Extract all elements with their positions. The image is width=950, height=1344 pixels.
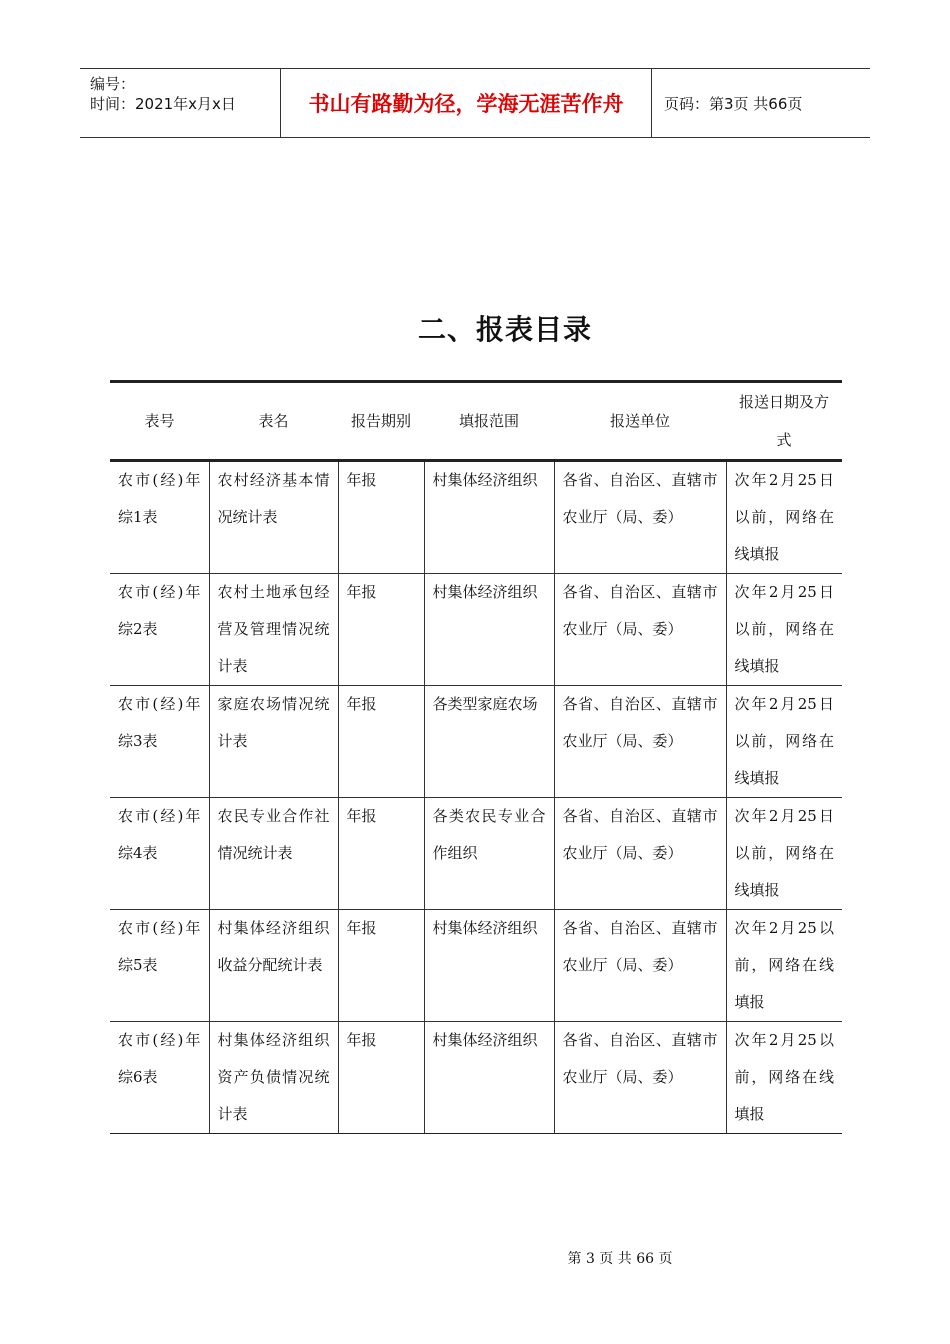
cell-name: 农村经济基本情况统计表 [209,461,338,574]
cell-name: 农民专业合作社情况统计表 [209,798,338,910]
table-row [110,1022,842,1134]
table-row [110,574,842,686]
cell-date: 次年2月25日以前，网络在线填报 [726,798,842,910]
doc-number: 编号： [90,75,136,93]
col-period: 报告期别 [338,382,424,461]
cell-scope: 各类型家庭农场 [424,686,554,798]
header-page-info: 页码：第3页 共66页 [664,94,803,113]
cell-period: 年报 [338,686,424,798]
cell-code: 农市(经)年综1表 [110,461,209,574]
col-date: 报送日期及方式 [726,382,842,461]
cell-date: 次年2月25日以前，网络在线填报 [726,461,842,574]
cell-unit: 各省、自治区、直辖市农业厅（局、委） [554,686,726,798]
cell-code: 农市(经)年综4表 [110,798,209,910]
page-footer: 第 3 页 共 66 页 [567,1251,673,1267]
cell-scope: 各类农民专业合作组织 [424,798,554,910]
cell-code: 农市(经)年综2表 [110,574,209,686]
cell-scope: 村集体经济组织 [424,910,554,1022]
cell-scope: 村集体经济组织 [424,1022,554,1134]
cell-date: 次年2月25日以前，网络在线填报 [726,574,842,686]
col-code: 表号 [110,382,209,461]
col-name: 表名 [209,382,338,461]
table-row [110,798,842,910]
cell-period: 年报 [338,574,424,686]
table-row [110,910,842,1022]
cell-scope: 村集体经济组织 [424,461,554,574]
col-unit: 报送单位 [554,382,726,461]
cell-unit: 各省、自治区、直辖市农业厅（局、委） [554,1022,726,1134]
cell-date: 次年2月25日以前，网络在线填报 [726,686,842,798]
table-row [110,686,842,798]
cell-period: 年报 [338,798,424,910]
header-meta [80,69,281,137]
cell-period: 年报 [338,1022,424,1134]
section-title: 二、报表目录 [417,313,592,346]
cell-unit: 各省、自治区、直辖市农业厅（局、委） [554,910,726,1022]
doc-time: 时间：2021年x月x日 [90,95,236,113]
cell-name: 村集体经济组织资产负债情况统计表 [209,1022,338,1134]
report-catalog-table [110,380,842,1134]
cell-code: 农市(经)年综6表 [110,1022,209,1134]
cell-unit: 各省、自治区、直辖市农业厅（局、委） [554,798,726,910]
cell-period: 年报 [338,461,424,574]
cell-code: 农市(经)年综5表 [110,910,209,1022]
cell-code: 农市(经)年综3表 [110,686,209,798]
cell-date: 次年2月25以前，网络在线填报 [726,1022,842,1134]
header-motto: 书山有路勤为径，学海无涯苦作舟 [281,69,652,137]
cell-unit: 各省、自治区、直辖市农业厅（局、委） [554,461,726,574]
cell-period: 年报 [338,910,424,1022]
cell-name: 家庭农场情况统计表 [209,686,338,798]
cell-date: 次年2月25以前，网络在线填报 [726,910,842,1022]
cell-name: 村集体经济组织收益分配统计表 [209,910,338,1022]
cell-unit: 各省、自治区、直辖市农业厅（局、委） [554,574,726,686]
cell-scope: 村集体经济组织 [424,574,554,686]
page-header [80,68,870,138]
table-header-row [110,382,842,461]
col-scope: 填报范围 [424,382,554,461]
cell-name: 农村土地承包经营及管理情况统计表 [209,574,338,686]
table-row [110,461,842,574]
